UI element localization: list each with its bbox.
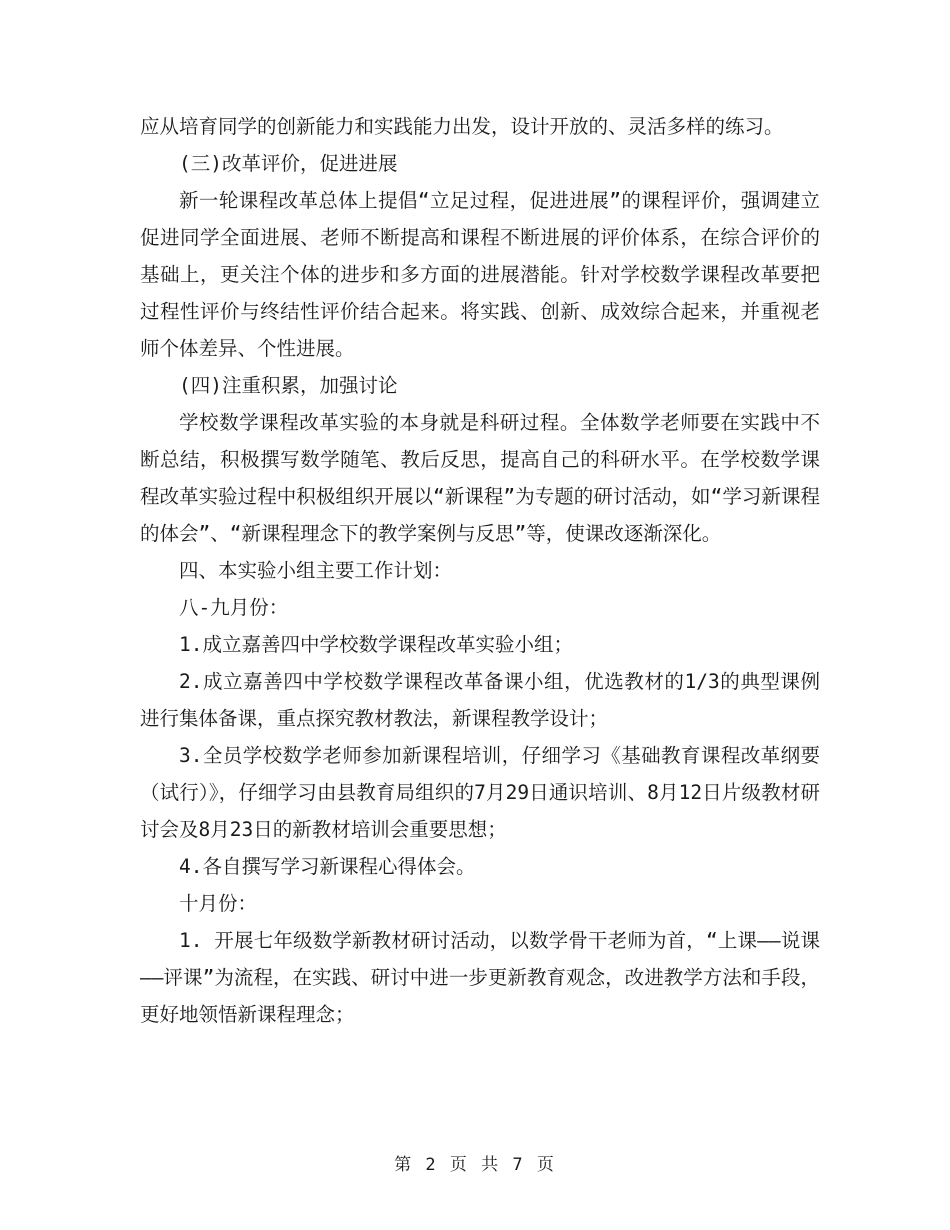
list-item: 4.各自撰写学习新课程心得体会。 [179, 855, 476, 878]
paragraph-2: 新一轮课程改革总体上提倡“立足过程，促进进展”的课程评价，强调建立促进同学全面进展、老师不断提高和课程不断进展的评价体系，在综合评价的基础上，更关注个体的进步和多方面的进展潜能。针对学校数学课程改革要把过程性评价与终结性评价结合起来。将实践、创新、成效综合起来，并重视老师个体差异、个性进展。 [140, 189, 820, 360]
section-heading-3: (三)改革评价，促进进展 [179, 152, 398, 175]
page-number-footer: 第 2 页 共 7 页 [394, 1155, 556, 1175]
paragraph-3: 学校数学课程改革实验的本身就是科研过程。全体数学老师要在实践中不断总结，积极撰写数学随笔、教后反思，提高自己的科研水平。在学校数学课程改革实验过程中积极组织开展以“新课程”为专题的研讨活动，如“学习新课程的体会”、“新课程理念下的教学案例与反思”等，使课改逐渐深化。 [140, 411, 820, 545]
month-heading-oct: 十月份： [179, 892, 258, 915]
document-body [140, 108, 820, 1033]
list-item: 1.成立嘉善四中学校数学课程改革实验小组； [179, 633, 573, 656]
list-item: 3.全员学校数学老师参加新课程培训，仔细学习《基础教育课程改革纲要（试行）》，仔细学习由县教育局组织的7月29日通识培训、8月12日片级教材研讨会及8月23日的新教材培训会重要思想； [140, 744, 820, 841]
month-heading-aug-sep: 八-九月份： [179, 596, 289, 619]
section-heading-4: (四)注重积累，加强讨论 [179, 374, 398, 397]
section-heading-work-plan: 四、本实验小组主要工作计划： [179, 559, 453, 582]
paragraph-1: 应从培育同学的创新能力和实践能力出发，设计开放的、灵活多样的练习。 [140, 115, 784, 138]
list-item: 2.成立嘉善四中学校数学课程改革备课小组，优选教材的1/3的典型课例进行集体备课，重点探究教材教法，新课程教学设计； [140, 670, 820, 730]
list-item: 1. 开展七年级数学新教材研讨活动，以数学骨干老师为首，“上课——说课——评课”为流程，在实践、研讨中进一步更新教育观念，改进教学方法和手段，更好地领悟新课程理念； [140, 929, 820, 1026]
